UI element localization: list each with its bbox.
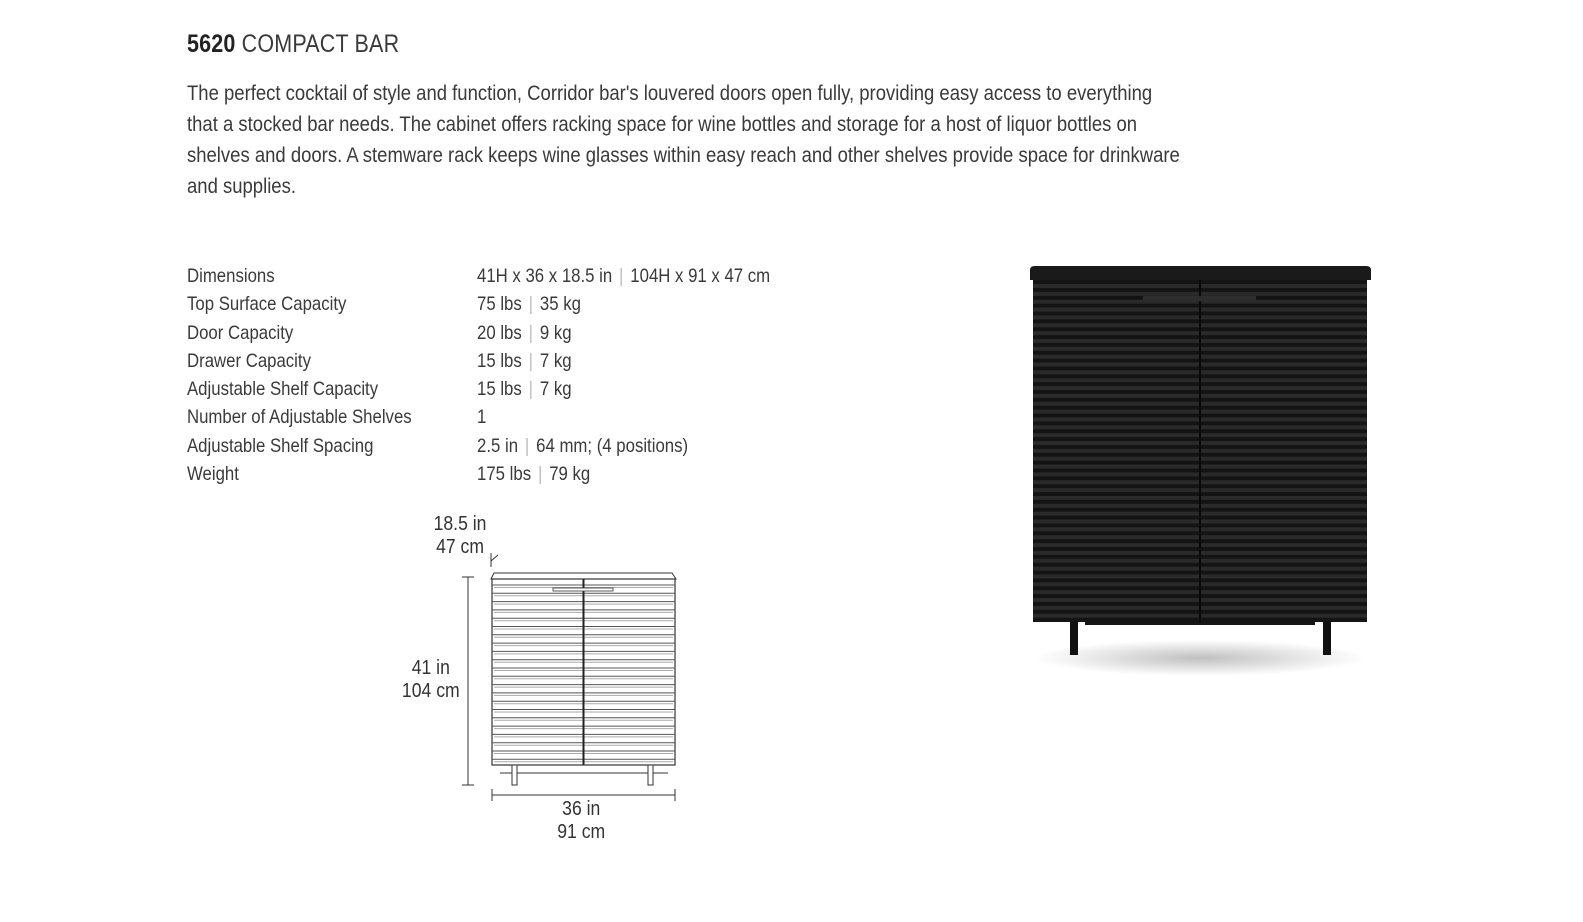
spec-label: Dimensions [187, 265, 275, 287]
spec-label: Adjustable Shelf Capacity [187, 378, 379, 401]
cabinet-photo [1025, 262, 1385, 692]
spec-row-adjustable-shelf-capacity [187, 375, 818, 403]
spec-row-top-surface-capacity [187, 290, 818, 318]
product-photo [1025, 262, 1385, 697]
spec-label: Weight [187, 463, 239, 486]
spec-value: 1 [477, 406, 487, 429]
product-description: The perfect cocktail of style and function, Corridor bar's louvered doors open fully, providing easy access to everything that a stocked bar needs. The cabinet offers racking space for wine bottles and storage for a host of liquor bottles on shelves and doors. A stemware rack keeps wine glasses within easy reach and other shelves provide space for drinkware and supplies. [187, 81, 1180, 198]
height-label: 41 in 104 cm [401, 657, 460, 702]
spec-label: Drawer Capacity [187, 349, 311, 372]
spec-value: 15 lbs | 7 kg [477, 378, 572, 401]
product-name: COMPACT BAR [241, 30, 400, 58]
spec-row-weight [187, 460, 818, 488]
spec-value: 2.5 in | 64 mm; (4 positions) [477, 434, 689, 457]
spec-row-drawer-capacity [187, 347, 818, 375]
spec-value: 41H x 36 x 18.5 in | 104H x 91 x 47 cm [477, 265, 771, 287]
spec-label: Adjustable Shelf Spacing [187, 434, 374, 457]
spec-row-shelf-spacing [187, 432, 818, 460]
cabinet-line-drawing [390, 505, 700, 845]
spec-label: Door Capacity [187, 321, 294, 344]
spec-label: Top Surface Capacity [187, 293, 347, 316]
spec-value: 175 lbs | 79 kg [477, 463, 591, 486]
spec-value: 20 lbs | 9 kg [477, 321, 572, 344]
spec-value: 75 lbs | 35 kg [477, 293, 581, 316]
spec-row-dimensions [187, 262, 818, 290]
product-number: 5620 [187, 30, 236, 58]
spec-value: 15 lbs | 7 kg [477, 349, 572, 372]
spec-row-number-of-shelves [187, 403, 818, 431]
specs-table [187, 262, 818, 488]
spec-label: Number of Adjustable Shelves [187, 406, 412, 429]
product-title [187, 30, 399, 59]
depth-label: 18.5 in 47 cm [433, 513, 487, 558]
width-label: 36 in 91 cm [557, 798, 606, 843]
spec-row-door-capacity [187, 319, 818, 347]
